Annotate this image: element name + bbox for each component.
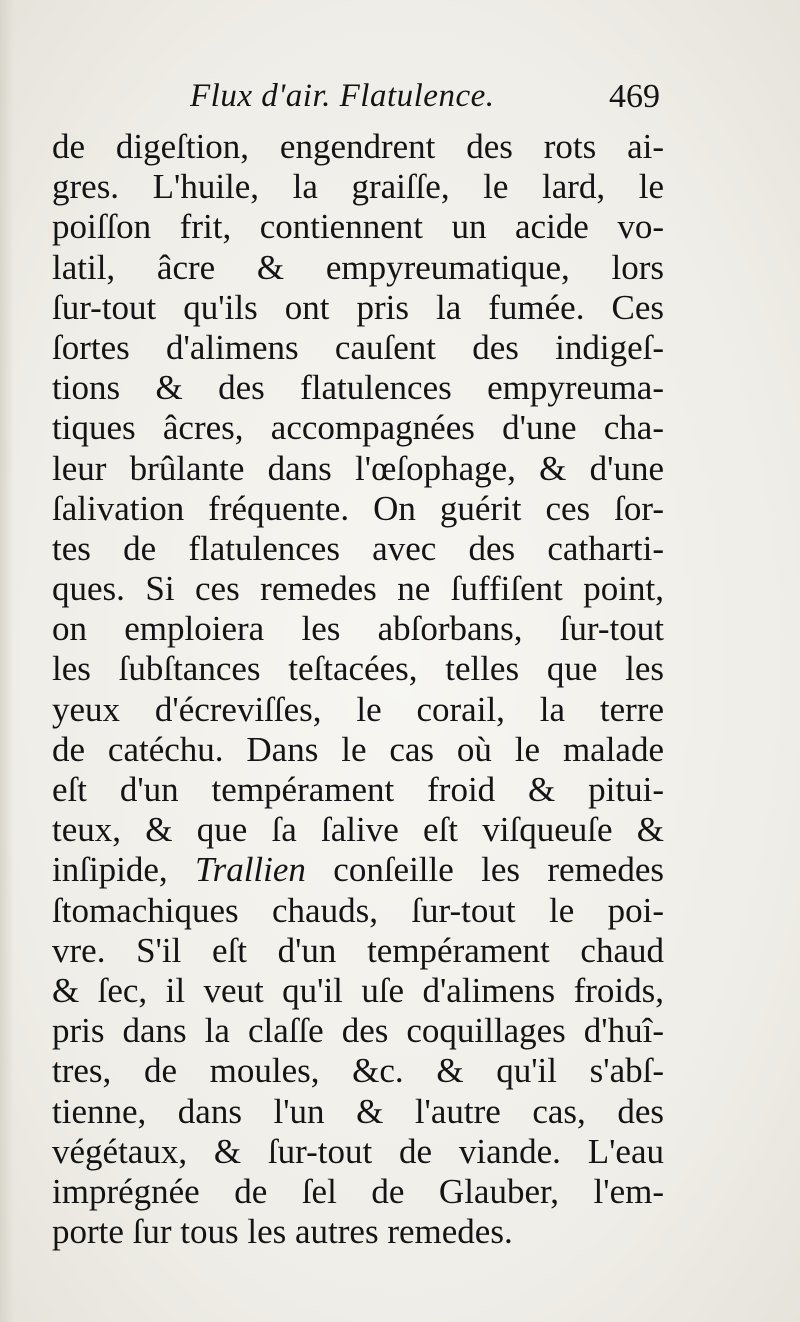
text-line: on emploiera les abſorbans, ſur-tout <box>52 609 664 649</box>
text-line: eſt d'un tempérament froid & pitui- <box>52 770 664 809</box>
page-edge-shadow <box>0 0 14 1322</box>
text-line-end: conſeille les remedes <box>305 850 664 890</box>
text-line: tienne, dans l'un & l'autre cas, des <box>52 1091 664 1131</box>
text-line: tes de flatulences avec des catharti- <box>52 528 664 568</box>
text-line: pris dans la claſſe des coquillages d'huî- <box>52 1011 664 1051</box>
text-line-last: porte ſur tous les autres remedes. <box>52 1212 513 1252</box>
text-line: tres, de moules, &c. & qu'il s'abſ- <box>52 1051 664 1091</box>
text-line <box>52 850 664 890</box>
text-line: ques. Si ces remedes ne ſuffiſent point, <box>52 569 664 609</box>
text-line: les ſubſtances teſtacées, telles que les <box>52 649 664 689</box>
text-line: ſortes d'alimens cauſent des indigeſ- <box>52 327 664 367</box>
text-line: gres. L'huile, la graiſſe, le lard, le <box>52 167 664 207</box>
body-text <box>52 127 664 1252</box>
text-line: teux, & que ſa ſalive eſt viſqueuſe & <box>52 810 664 850</box>
page-number: 469 <box>609 78 660 115</box>
text-line: leur brûlante dans l'œſophage, & d'une <box>52 448 664 488</box>
text-line: tions & des flatulences empyreuma- <box>52 368 664 408</box>
text-line: de catéchu. Dans le cas où le malade <box>52 729 664 769</box>
text-line: & ſec, il veut qu'il uſe d'alimens froids, <box>52 970 664 1010</box>
text-line: ſur-tout qu'ils ont pris la fumée. Ces <box>52 287 664 327</box>
text-line: ſalivation fréquente. On guérit ces ſor- <box>52 488 664 528</box>
text-line: yeux d'écreviſſes, le corail, la terre <box>52 689 664 729</box>
author-name-italic: Trallien <box>195 850 306 890</box>
text-line: ſtomachiques chauds, ſur-tout le poi- <box>52 890 664 930</box>
text-line: imprégnée de ſel de Glauber, l'em- <box>52 1171 664 1211</box>
text-line: de digeſtion, engendrent des rots ai- <box>52 127 664 166</box>
text-line: latil, âcre & empyreumatique, lors <box>52 247 664 287</box>
running-title: Flux d'air. Flatulence. <box>190 78 495 114</box>
text-line: poiſſon frit, contiennent un acide vo- <box>52 207 664 247</box>
text-line-start: inſipide, <box>52 850 196 890</box>
text-line: vre. S'il eſt d'un tempérament chaud <box>52 930 664 970</box>
page-header <box>190 78 660 124</box>
text-line: végétaux, & ſur-tout de viande. L'eau <box>52 1131 664 1171</box>
text-line: tiques âcres, accompagnées d'une cha- <box>52 408 664 448</box>
